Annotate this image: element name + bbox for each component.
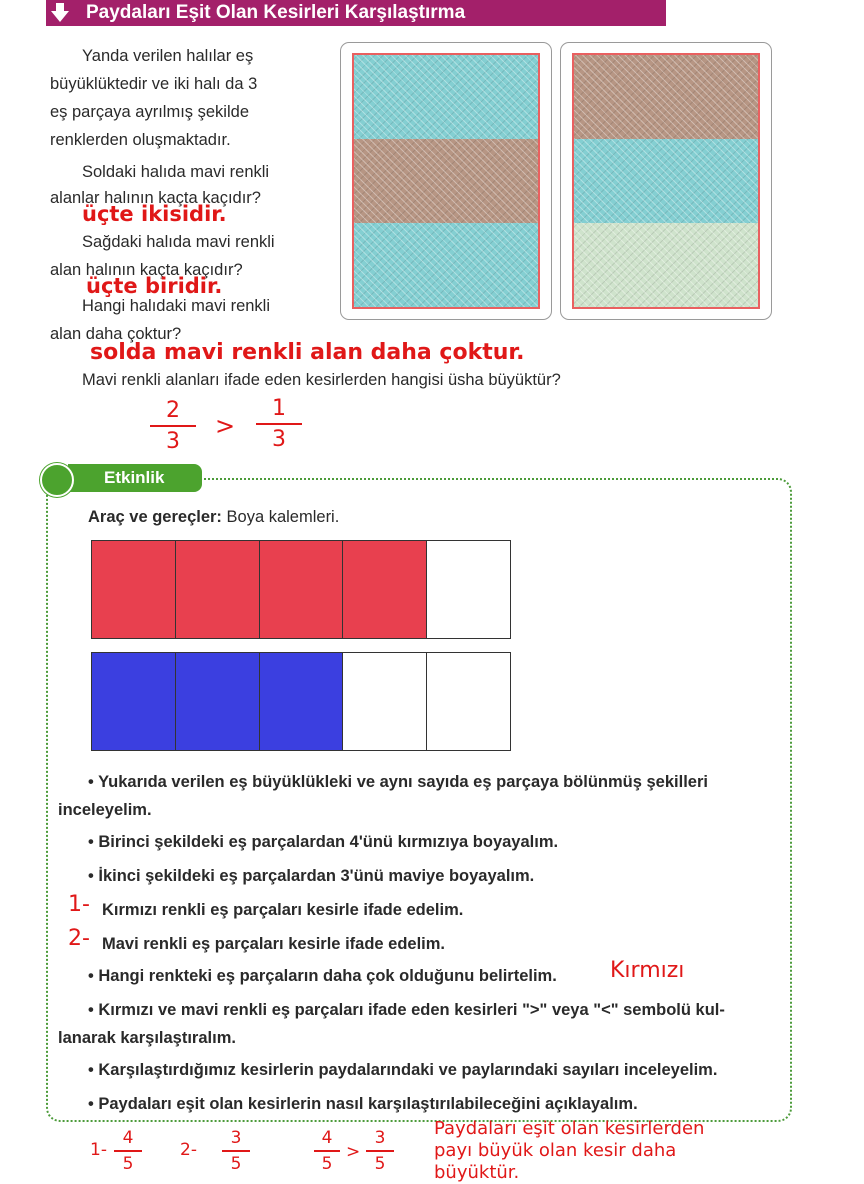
blue-grid-empty-cell [427,653,510,750]
question-1-line-2: alanlar halının kaçta kaçıdır? [50,189,261,207]
fraction-denominator: 5 [321,1153,333,1174]
conclusion-line-2: payı büyük olan kesir daha [434,1140,677,1161]
carpet-stripe [574,139,758,223]
red-grid-empty-cell [427,541,510,638]
instruction-1-line-2: inceleyelim. [58,801,152,819]
answer-1-handwritten: üçte ikisidir. [82,202,227,226]
fraction-two-thirds [150,398,196,454]
activity-circle-icon [40,463,74,497]
fraction-bar [222,1150,250,1152]
instruction-4-mark: 1- [68,892,90,917]
left-carpet-frame [340,42,552,320]
fraction-bar [314,1150,340,1152]
instruction-7-line-2: lanarak karşılaştıralım. [58,1029,236,1047]
fraction-bar [150,425,196,427]
instruction-6: • Hangi renkteki eş parçaların daha çok olduğunu belirtelim. [88,967,557,985]
conclusion-line-1: Paydaları eşit olan kesirlerden [434,1118,705,1139]
question-3-line-2: alan daha çoktur? [50,325,182,343]
question-1-line-1: Soldaki halıda mavi renkli [82,163,270,181]
fraction-numerator: 1 [272,396,286,421]
fraction-numerator: 3 [230,1128,242,1148]
activity-tab: Etkinlik [68,464,202,492]
blue-fraction-grid [91,652,511,751]
materials-label: Araç ve gereçler: [88,508,222,526]
instruction-4: Kırmızı renkli eş parçaları kesirle ifade edelim. [102,901,464,919]
question-4: Mavi renkli alanları ifade eden kesirlerden hangisi üsha büyüktür? [82,371,561,389]
intro-line-1: Yanda verilen halılar eş [82,47,254,65]
answer-label-2: 2- [180,1140,197,1160]
left-carpet [352,53,540,309]
question-2-line-2: alan halının kaçta kaçıdır? [50,261,243,279]
carpet-stripe [354,223,538,307]
instruction-3: • İkinci şekildeki eş parçalardan 3'ünü maviye boyayalım. [88,867,535,885]
page-title: Paydaları Eşit Olan Kesirleri Karşılaştırma [86,2,466,23]
fraction-three-fifths [222,1128,250,1174]
red-grid-filled-cell [260,541,344,638]
instruction-5: Mavi renkli eş parçaları kesirle ifade edelim. [102,935,446,953]
intro-line-2: büyüklüktedir ve iki halı da 3 [50,75,258,93]
materials-line [88,508,339,527]
intro-line-4: renklerden oluşmaktadır. [50,131,231,149]
instruction-8: • Karşılaştırdığımız kesirlerin paydalarındaki ve paylarındaki sayıları inceleyelim. [88,1061,718,1079]
red-grid-filled-cell [343,541,427,638]
instruction-1-line-1: • Yukarıda verilen eş büyüklükleki ve aynı sayıda eş parçaya bölünmüş şekilleri [88,773,708,791]
fraction-numerator: 4 [122,1128,134,1148]
fraction-four-fifths [114,1128,142,1174]
conclusion-line-3: büyüktür. [434,1162,520,1183]
fraction-denominator: 5 [374,1153,386,1174]
right-carpet-frame [560,42,772,320]
conclusion-handwritten [434,1118,704,1184]
fraction-numerator: 3 [374,1128,386,1148]
fraction-bar [114,1150,142,1152]
fraction-numerator: 2 [166,398,180,423]
instruction-6-answer: Kırmızı [610,958,685,983]
blue-grid-filled-cell [176,653,260,750]
fraction-denominator: 3 [272,426,286,452]
blue-grid-filled-cell [92,653,176,750]
fraction-one-third [256,396,302,452]
answer-2-handwritten: üçte biridir. [86,274,223,298]
right-carpet [572,53,760,309]
instruction-2: • Birinci şekildeki eş parçalardan 4'ünü kırmızıya boyayalım. [88,833,559,851]
red-grid-filled-cell [92,541,176,638]
red-fraction-grid [91,540,511,639]
blue-grid-empty-cell [343,653,427,750]
fraction-bar [366,1150,394,1152]
materials-value: Boya kalemleri. [226,508,340,526]
greater-than-symbol: > [346,1142,361,1162]
instruction-7-line-1: • Kırmızı ve mavi renkli eş parçaları ifade eden kesirleri ">" veya "<" sembolü kul- [88,1001,725,1019]
greater-than-symbol: > [215,412,236,440]
fraction-numerator: 4 [321,1128,333,1148]
instruction-5-mark: 2- [68,926,90,951]
fraction-denominator: 5 [122,1153,134,1174]
question-3-line-1: Hangi halıdaki mavi renkli [82,297,271,315]
question-2-line-1: Sağdaki halıda mavi renkli [82,233,275,251]
fraction-denominator: 3 [166,428,180,454]
down-arrow-icon [50,3,70,23]
intro-line-3: eş parçaya ayrılmış şekilde [50,103,249,121]
blue-grid-filled-cell [260,653,344,750]
fraction-denominator: 5 [230,1153,242,1174]
fraction-bar [256,423,302,425]
carpet-stripe [354,55,538,139]
answer-3-handwritten: solda mavi renkli alan daha çoktur. [90,340,525,365]
carpet-stripe [354,139,538,223]
answer-label-1: 1- [90,1140,107,1160]
carpet-stripe [574,223,758,307]
comparison-fraction-right [366,1128,394,1174]
comparison-fraction-left [314,1128,340,1174]
red-grid-filled-cell [176,541,260,638]
instruction-9: • Paydaları eşit olan kesirlerin nasıl karşılaştırılabileceğini açıklayalım. [88,1095,638,1113]
carpet-stripe [574,55,758,139]
